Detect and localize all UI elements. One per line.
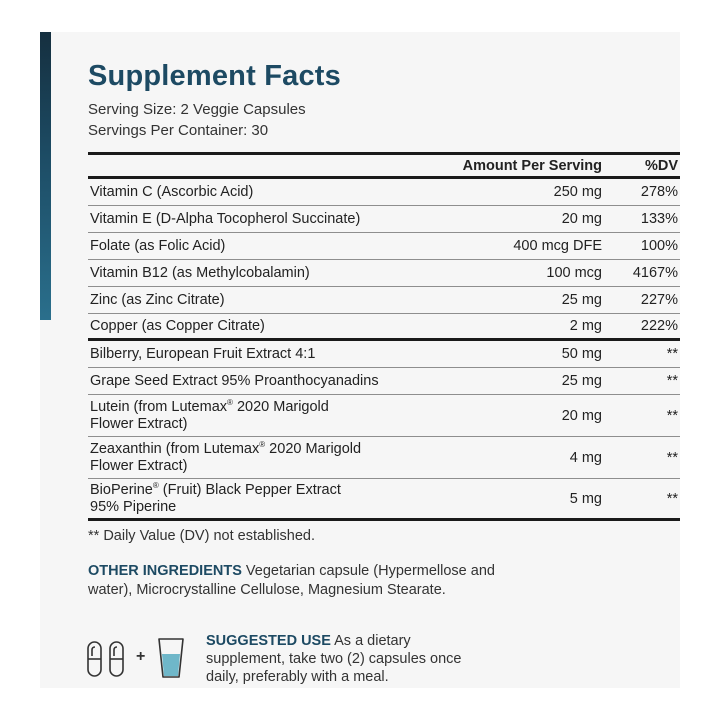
- servings-per-container: Servings Per Container: 30: [88, 122, 269, 139]
- nutrient-dv: 100%: [640, 238, 678, 254]
- nutrient-name: Vitamin E (D-Alpha Tocopherol Succinate): [90, 210, 361, 227]
- nutrient-name: Folate (as Folic Acid): [90, 237, 226, 254]
- header-amount: Amount Per Serving: [462, 157, 602, 174]
- ingredient-amount: 50 mg: [561, 346, 602, 362]
- ingredient-name-line2: Flower Extract): [90, 457, 188, 474]
- ingredient-name: [88, 399, 462, 433]
- table-row: [88, 206, 680, 233]
- nutrient-dv: 222%: [640, 318, 678, 334]
- header-dv: %DV: [644, 157, 678, 174]
- ingredient-dv: **: [666, 490, 678, 507]
- nutrient-name: Vitamin C (Ascorbic Acid): [90, 183, 254, 200]
- table-row: [88, 368, 680, 395]
- nutrient-dv: 278%: [640, 184, 678, 200]
- nutrient-dv: 227%: [640, 292, 678, 308]
- suggested-use: [206, 632, 476, 686]
- nutrient-name: Copper (as Copper Citrate): [90, 317, 265, 334]
- other-ingredients-label: OTHER INGREDIENTS: [88, 563, 242, 579]
- other-ingredients-text: Vegetarian capsule (Hypermellose and water), Microcrystalline Cellulose, Magnesium Stearate.: [88, 563, 495, 598]
- serving-size: Serving Size: 2 Veggie Capsules: [88, 101, 306, 118]
- ingredient-dv: **: [666, 407, 678, 424]
- nutrient-amount: 100 mcg: [546, 265, 602, 281]
- ingredient-name: Bilberry, European Fruit Extract 4:1: [90, 345, 316, 362]
- ingredient-name: Grape Seed Extract 95% Proanthocyanadins: [90, 372, 379, 389]
- table-row: [88, 260, 680, 287]
- table-row: [88, 437, 680, 479]
- table-row: [88, 314, 680, 341]
- registered-mark: ®: [152, 480, 159, 490]
- other-ingredients: [88, 562, 518, 600]
- ingredient-name-part: Lutein (from Lutemax: [90, 398, 228, 415]
- ingredient-name-line2: Flower Extract): [90, 415, 188, 432]
- page-title: Supplement Facts: [88, 60, 341, 92]
- ingredient-dv: **: [666, 449, 678, 466]
- ingredient-name-part: (Fruit) Black Pepper Extract: [158, 481, 341, 498]
- table-row: [88, 179, 680, 206]
- table-header-row: [88, 155, 680, 179]
- supplement-facts-table: [88, 152, 680, 521]
- ingredient-amount: 5 mg: [569, 490, 602, 507]
- plus-sign: +: [136, 648, 146, 665]
- nutrient-amount: 2 mg: [569, 318, 602, 334]
- dv-footnote: ** Daily Value (DV) not established.: [88, 528, 316, 544]
- ingredient-name: [88, 441, 462, 475]
- nutrient-name: Zinc (as Zinc Citrate): [90, 291, 225, 308]
- table-row: [88, 479, 680, 521]
- ingredient-dv: **: [666, 373, 678, 389]
- ingredient-dv: **: [666, 346, 678, 362]
- nutrient-amount: 20 mg: [561, 211, 602, 227]
- ingredient-amount: 4 mg: [569, 449, 602, 466]
- ingredient-amount: 25 mg: [561, 373, 602, 389]
- accent-bar: [40, 32, 51, 320]
- table-row: [88, 233, 680, 260]
- suggested-use-text: As a dietary supplement, take two (2) capsules once daily, preferably with a meal.: [206, 633, 462, 685]
- table-row: [88, 341, 680, 368]
- ingredient-name-part: 2020 Marigold: [232, 398, 329, 415]
- ingredient-name-part: Zeaxanthin (from Lutemax: [90, 440, 260, 457]
- ingredient-name-part: 2020 Marigold: [265, 440, 362, 457]
- ingredient-name-part: BioPerine: [90, 481, 153, 498]
- table-row: [88, 395, 680, 437]
- registered-mark: ®: [259, 439, 266, 449]
- ingredient-amount: 20 mg: [561, 407, 602, 424]
- nutrient-amount: 25 mg: [561, 292, 602, 308]
- table-row: [88, 287, 680, 314]
- water-glass-icon: [156, 636, 186, 680]
- nutrient-amount: 250 mg: [553, 184, 602, 200]
- suggested-use-icons: [86, 640, 196, 680]
- nutrient-dv: 133%: [640, 211, 678, 227]
- ingredient-name: [88, 482, 462, 516]
- nutrient-dv: 4167%: [632, 265, 678, 281]
- nutrient-amount: 400 mcg DFE: [513, 238, 602, 254]
- registered-mark: ®: [227, 397, 233, 407]
- nutrient-name: Vitamin B12 (as Methylcobalamin): [90, 264, 310, 281]
- suggested-use-label: SUGGESTED USE: [206, 633, 331, 649]
- ingredient-name-line2: 95% Piperine: [90, 498, 177, 515]
